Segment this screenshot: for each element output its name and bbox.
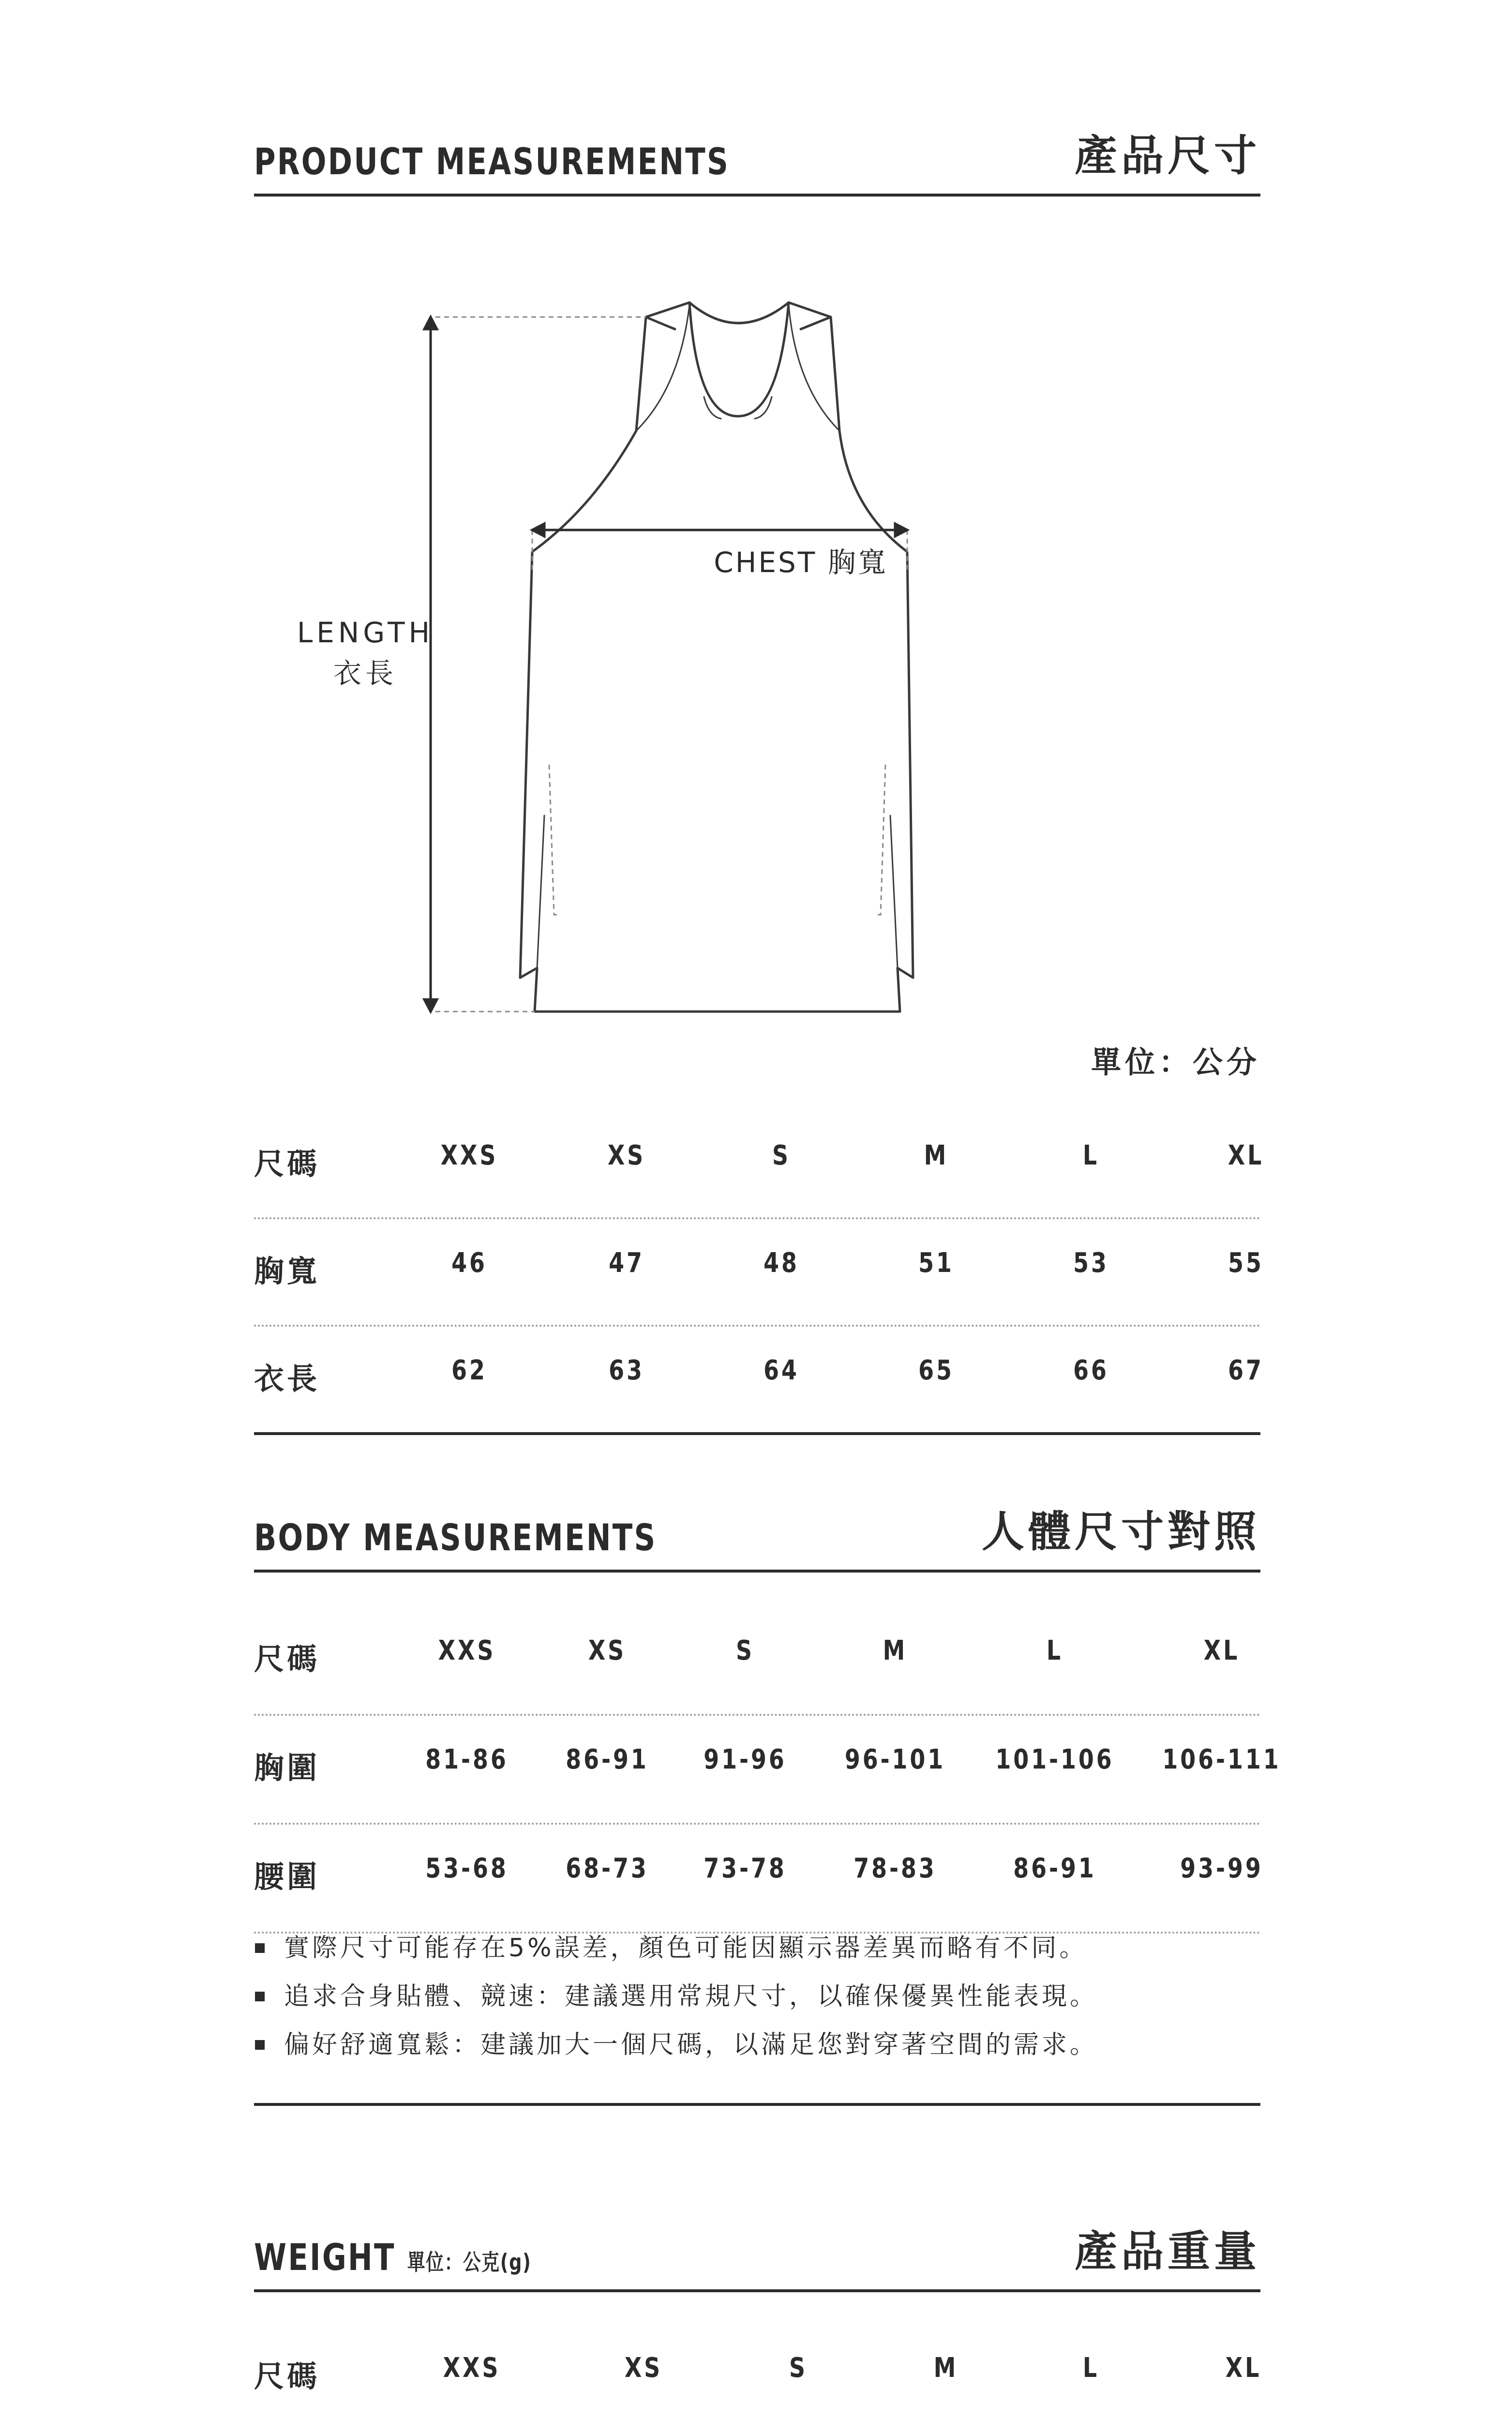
weight-header [254, 2226, 1260, 2292]
body-measurements-header [254, 1507, 1260, 1573]
row-label: 胸圍 [254, 1750, 320, 1785]
garment-diagram [254, 271, 1260, 1026]
size-column-header: XXS [443, 2352, 501, 2384]
table-cell: 78-83 [853, 1853, 937, 1884]
table-cell: 65 [918, 1355, 954, 1386]
size-header-label: 尺碼 [254, 1641, 320, 1677]
size-column-header: XL [1203, 1635, 1240, 1666]
table-cell: 47 [609, 1247, 644, 1279]
length-label [293, 612, 438, 694]
row-label: 腰圍 [254, 1859, 320, 1894]
product-measurements-header [254, 131, 1260, 197]
table-cell: 51 [918, 1247, 954, 1279]
weight-title-text: WEIGHT [254, 2236, 396, 2279]
note-text: 偏好舒適寬鬆：建議加大一個尺碼，以滿足您對穿著空間的需求。 [284, 2030, 1098, 2059]
length-label-en: LENGTH [297, 616, 434, 649]
size-column-header: XS [624, 2352, 663, 2384]
length-label-zh: 衣長 [333, 657, 397, 690]
table-cell: 46 [451, 1247, 487, 1279]
table-cell: 55 [1228, 1247, 1264, 1279]
table-cell: 96-101 [844, 1744, 946, 1775]
table-cell: 86-91 [566, 1744, 649, 1775]
size-column-header: XL [1225, 2352, 1262, 2384]
size-header-label: 尺碼 [254, 1146, 320, 1181]
bullet-square-icon [255, 2040, 265, 2050]
body-notes-divider [254, 2103, 1260, 2106]
row-label: 胸寬 [254, 1254, 320, 1289]
body-notes [254, 1924, 1260, 2069]
product-title-en: PRODUCT MEASUREMENTS [254, 140, 730, 183]
row-divider [254, 1432, 1260, 1435]
row-label: 衣長 [254, 1361, 320, 1396]
table-cell: 91-96 [704, 1744, 787, 1775]
size-column-header: S [772, 1140, 791, 1171]
size-column-header: M [933, 2352, 958, 2384]
table-cell: 81-86 [425, 1744, 509, 1775]
row-divider [254, 1823, 1260, 1825]
table-cell: 68-73 [566, 1853, 649, 1884]
size-column-header: XXS [438, 1635, 496, 1666]
table-cell: 63 [609, 1355, 644, 1386]
table-cell: 53-68 [425, 1853, 509, 1884]
size-column-header: L [1046, 1635, 1063, 1666]
table-cell: 101-106 [995, 1744, 1114, 1775]
body-title-zh: 人體尺寸對照 [981, 1507, 1260, 1557]
unit-label: 單位：公分 [1091, 1044, 1260, 1080]
table-cell: 48 [763, 1247, 799, 1279]
note-text: 實際尺寸可能存在5%誤差，顏色可能因顯示器差異而略有不同。 [284, 1934, 1088, 1963]
weight-title-zh: 產品重量 [1074, 2226, 1260, 2276]
table-cell: 64 [763, 1355, 799, 1386]
note-item [254, 1972, 1260, 2021]
note-text: 追求合身貼體、競速：建議選用常規尺寸，以確保優異性能表現。 [284, 1982, 1098, 2011]
table-cell: 93-99 [1180, 1853, 1263, 1884]
size-column-header: M [924, 1140, 949, 1171]
note-item [254, 1924, 1260, 1972]
table-cell: 53 [1073, 1247, 1109, 1279]
size-column-header: XS [607, 1140, 646, 1171]
row-divider [254, 1714, 1260, 1716]
bullet-square-icon [255, 1943, 265, 1953]
size-column-header: L [1082, 1140, 1100, 1171]
weight-title-en [254, 2236, 531, 2279]
weight-title-unit: 單位：公克(g) [407, 2249, 532, 2275]
product-title-zh: 產品尺寸 [1074, 131, 1260, 181]
size-column-header: S [735, 1635, 755, 1666]
size-column-header: L [1082, 2352, 1100, 2384]
size-header-label: 尺碼 [254, 2359, 320, 2394]
row-divider [254, 1325, 1260, 1327]
size-column-header: XXS [440, 1140, 498, 1171]
chest-label: CHEST 胸寬 [714, 546, 888, 579]
table-cell: 67 [1228, 1355, 1264, 1386]
size-column-header: XL [1228, 1140, 1264, 1171]
note-item [254, 2021, 1260, 2069]
table-cell: 73-78 [704, 1853, 787, 1884]
table-cell: 66 [1073, 1355, 1109, 1386]
size-column-header: M [883, 1635, 908, 1666]
size-column-header: S [789, 2352, 808, 2384]
table-cell: 62 [451, 1355, 487, 1386]
table-cell: 86-91 [1013, 1853, 1096, 1884]
table-cell: 106-111 [1162, 1744, 1281, 1775]
row-divider [254, 1217, 1260, 1219]
size-column-header: XS [588, 1635, 627, 1666]
body-title-en: BODY MEASUREMENTS [254, 1516, 657, 1559]
bullet-square-icon [255, 1992, 265, 2001]
